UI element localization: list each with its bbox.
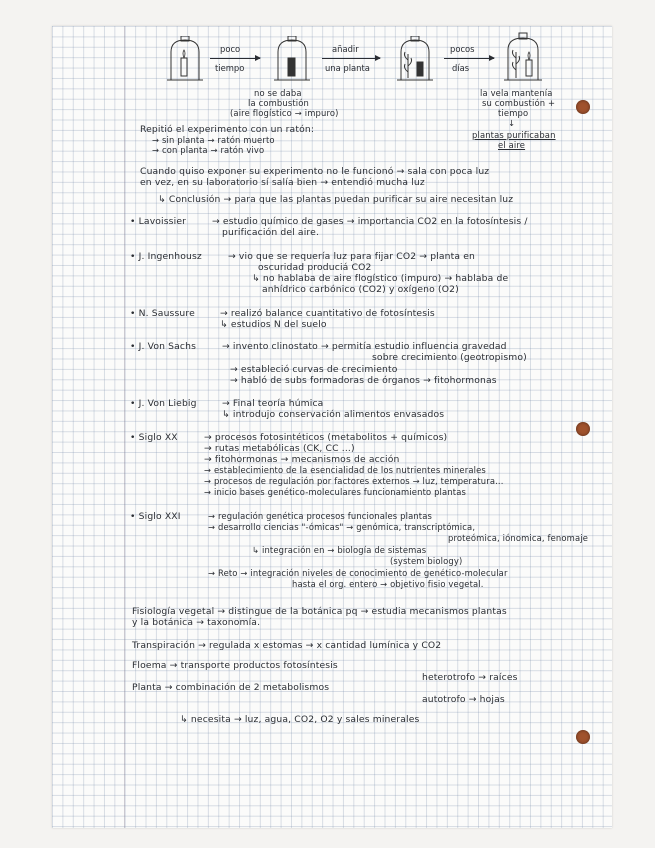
liebig-l2: ↳ introdujo conservación alimentos envasados [222,409,445,420]
ingenhousz-l4: anhídrico carbónico (CO2) y oxígeno (O2) [262,284,459,295]
fisiologia-line-1: Fisiología vegetal → distingue de la botánica pq → estudia mecanismos plantas [132,606,507,617]
sigloxxi-name: • Siglo XXI [130,511,181,522]
planta-line: Planta → combinación de 2 metabolismos [132,682,330,693]
sigloxxi-item-1: → regulación genética procesos funcionales plantas [208,511,433,521]
notebook-page [52,26,612,828]
sigloxxi-item-6: → Reto → integración niveles de conocimiento de genético-molecular [208,568,508,578]
cuando-line-1: Cuando quiso exponer su experimento no le funcionó → sala con poca luz [140,166,490,177]
transpiracion-line: Transpiración → regulada x estomas → x cantidad lumínica y CO2 [132,640,442,651]
bell-jar-candle-out-icon [274,36,310,82]
sigloxxi-item-2: → desarrollo ciencias "-ómicas" → genómica, transcriptómica, [208,522,476,532]
sigloxx-item-4: → establecimiento de la esencialidad de los nutrientes minerales [204,465,486,475]
jar2-caption-2: la combustión [248,98,309,108]
heterotrofo-line: heterotrofo → raíces [422,672,518,683]
floema-line: Floema → transporte productos fotosíntesis [132,660,338,671]
arrow2-top-label: añadir [332,44,359,54]
saussure-l1: → realizó balance cuantitativo de fotosíntesis [220,308,435,319]
liebig-name: • J. Von Liebig [130,398,197,409]
binder-hole-bottom [576,730,590,744]
lavoisier-l1: → estudio químico de gases → importancia CO2 en la fotosíntesis / [212,216,528,227]
sachs-l4: → habló de subs formadoras de órganos → fitohormonas [230,375,497,386]
bell-jar-candle-icon [167,36,203,82]
lavoisier-name: • Lavoissier [130,216,187,227]
binder-hole-top [576,100,590,114]
arrow-1 [210,58,260,59]
arrow-3 [444,58,494,59]
sigloxx-name: • Siglo XX [130,432,178,443]
fisiologia-line-2: y la botánica → taxonomía. [132,617,261,628]
arrow1-bottom-label: tiempo [215,63,245,73]
binder-hole-middle [576,422,590,436]
conclusion-line: ↳ Conclusión → para que las plantas puedan purificar su aire necesitan luz [158,194,514,205]
bell-jar-plant-candle-icon [504,32,542,82]
bell-jar-plant-icon [397,36,433,82]
sachs-l2: sobre crecimiento (geotropismo) [372,352,527,363]
conclusion-right-1: plantas purificaban [472,130,556,140]
autotrofo-line: autotrofo → hojas [422,694,505,705]
sigloxxi-item-7: hasta el org. entero → objetivo fisio vegetal. [292,579,484,589]
ingenhousz-l1: → vio que se requería luz para fijar CO2 → planta en [228,251,476,262]
sigloxxi-item-4: ↳ integración en → biología de sistemas [252,545,427,555]
arrow1-top-label: poco [220,44,241,54]
margin-line [124,26,125,828]
sigloxx-item-1: → procesos fotosintéticos (metabolitos + químicos) [204,432,448,443]
jar2-caption-1: no se daba [254,88,302,98]
sigloxxi-item-3: proteómica, iónomica, fenomaje [448,533,589,543]
arrow3-bottom-label: días [452,63,470,73]
jar4-caption-2: su combustión + [482,98,556,108]
sigloxx-item-3: → fitohormonas → mecanismos de acción [204,454,400,465]
down-arrow: ↓ [508,118,516,128]
con-planta-line: → con planta → ratón vivo [152,145,265,155]
jar4-caption-1: la vela mantenía [480,88,553,98]
cuando-line-2: en vez, en su laboratorio sí salía bien → entendió mucha luz [140,177,425,188]
ingenhousz-l2: oscuridad produciá CO2 [258,262,372,273]
sachs-l1: → invento clinostato → permitía estudio influencia gravedad [222,341,507,352]
conclusion-right-2: el aire [498,140,526,150]
sigloxx-item-6: → inicio bases genético-moleculares funcionamiento plantas [204,487,467,497]
sigloxxi-item-5: (system biology) [390,556,463,566]
sachs-l3: → estableció curvas de crecimiento [230,364,398,375]
jar2-caption-3: (aire flogístico → impuro) [230,108,339,118]
sigloxx-item-5: → procesos de regulación por factores externos → luz, temperatura... [204,476,504,486]
liebig-l1: → Final teoría húmica [222,398,324,409]
saussure-l2: ↳ estudios N del suelo [220,319,327,330]
saussure-name: • N. Saussure [130,308,195,319]
sin-planta-line: → sin planta → ratón muerto [152,135,275,145]
arrow3-top-label: pocos [450,44,475,54]
jar4-caption-3: tiempo [498,108,529,118]
lavoisier-l2: purificación del aire. [222,227,320,238]
sachs-name: • J. Von Sachs [130,341,197,352]
arrow-2 [322,58,380,59]
ingenhousz-l3: ↳ no hablaba de aire flogístico (impuro) → hablaba de [252,273,509,284]
sigloxx-item-2: → rutas metabólicas (CK, CC ...) [204,443,355,454]
arrow2-bottom-label: una planta [325,63,370,73]
necesita-line: ↳ necesita → luz, agua, CO2, O2 y sales minerales [180,714,420,725]
ingenhousz-name: • J. Ingenhousz [130,251,202,262]
repitio-line: Repitió el experimento con un ratón: [140,124,315,135]
